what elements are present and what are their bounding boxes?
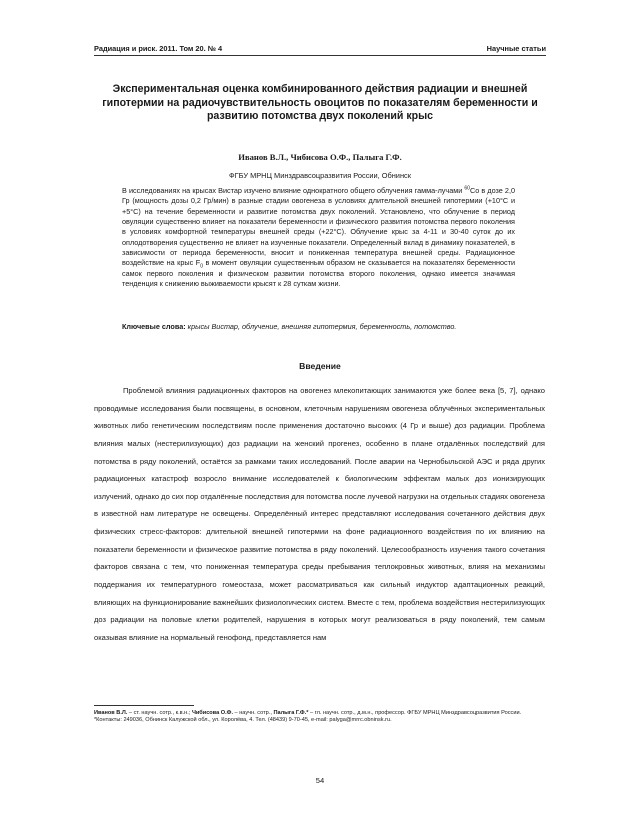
footnote — [94, 710, 545, 725]
footnote-author-1-detail: – ст. научн. сотр., к.в.н.; — [127, 710, 192, 716]
abstract-part-3: в момент овуляции существенным образом не сказывается на показателях беременности самок первого поколения и физическом развитии потомства второго поколения, однако имеется значимая тенденция к снижению выживаемости крысят к 28 суткам жизни. — [122, 258, 516, 289]
keywords-label: Ключевые слова: — [122, 322, 186, 331]
footnote-contacts: *Контакты: 249036, Обнинск Калужской обл., ул. Королёва, 4. Тел. (48439) 9-70-45, e-mail: palyga@mrrc.obninsk.ru. — [94, 717, 392, 724]
journal-citation: Радиация и риск. 2011. Том 20. № 4 — [94, 44, 223, 53]
generation-subscript: 0 — [200, 263, 203, 270]
affiliation: ФГБУ МРНЦ Минздравсоцразвития России, Обнинск — [229, 171, 411, 180]
isotope-mass-number: 60 — [464, 185, 470, 192]
keywords — [122, 322, 515, 332]
introduction-paragraph: Проблемой влияния радиационных факторов на овогенез млекопитающих занимаются уже более века [5, 7], однако проводимые исследования были посвящены, в основном, клеточным нарушениям овогенеза облучённых экспериментальных животных либо генетическим последствиям после применения достаточно высоких (4 Гр и выше) доз радиации. Проблема влияния малых (нестерилизующих) доз радиации на женский прогенез, особенно в плане отдалённых последствий для потомства в ряду поколений, остаётся за рамками таких исследований. После аварии на Чернобыльской АЭС и ряда других радиационных катастроф возросло внимание исследователей к биологическим эффектам малых доз ионизирующих излучений, однако до сих пор отдалённые последствия для потомства после лучевой нагрузки на отдельных стадиях овогенеза в известной нам литературе не освещены. Определённый интерес представляют исследования сочетанного действия двух физических стресс-факторов: длительной внешней гипотермии на фоне радиационного воздействия по их влиянию на показатели беременности и физическое развитие потомства в ряду поколений. Целесообразность изучения такого сочетания факторов связана с тем, что пониженная температура среды пребывания теплокровных животных, влияя на механизмы поддержания их температурного гомеостаза, может рассматриваться как сильный индуктор адаптационных реакций, влияющих на функционирование важнейших физиологических систем. Вместе с тем, проблема воздействия нестерилизующих доз радиации на половые клетки родителей, нарушения в которых могут реализоваться в ряду поколений, тем самым оказывая влияние на нормальный генофонд, представляется нам — [94, 386, 545, 642]
header-rule — [94, 55, 546, 56]
section-label: Научные статьи — [486, 44, 546, 53]
footnote-author-2: Чибисова О.Ф. — [191, 710, 233, 716]
footnote-author-1: Иванов В.Л. — [94, 710, 128, 716]
section-heading: Введение — [299, 361, 341, 371]
author-list: Иванов В.Л., Чибисова О.Ф., Палыга Г.Ф. — [238, 152, 402, 162]
footnote-author-3-detail: – гл. научн. сотр., д.м.н., профессор. ФГБУ МРНЦ Минздравсоцразвития России. — [308, 710, 522, 716]
footnote-author-3: Палыга Г.Ф.* — [273, 710, 309, 716]
article-title: Экспериментальная оценка комбинированного действия радиации и внешней гипотермии на радиочувствительность овоцитов по показателям беременности и развитию потомства двух поколений крыс — [102, 83, 538, 123]
abstract-part-2: Со в дозе 2,0 Гр (мощность дозы 0,2 Гр/мин) в разные стадии овогенеза в условиях длительной внешней гипотермии (+10°С и +5°С) на течение беременности и развитие потомства двух поколений. Установлено, что облучение в период овуляции существенно влияет на показатели беременности и физического развития потомства первого поколения в условиях комфортной температуры внешней среды (+22°С). Облучение крыс за 4-11 и 30-40 суток до их оплодотворения существенно не влияет на изученные показатели. Определенный вклад в динамику показателей, в зависимости от периода беременности, вносит и пониженная температура внешней среды. Радиационное воздействие на крыс F — [122, 186, 515, 268]
abstract-part-1: В исследованиях на крысах Вистар изучено влияние однократного общего облучения гамма-лучами — [122, 186, 465, 195]
keywords-text: крысы Вистар, облучение, внешняя гипотермия, беременность, потомство. — [185, 322, 457, 331]
page-number: 54 — [315, 776, 325, 785]
abstract — [122, 186, 515, 289]
footnote-author-2-detail: – научн. сотр., — [233, 710, 274, 716]
footnote-rule — [94, 705, 194, 706]
